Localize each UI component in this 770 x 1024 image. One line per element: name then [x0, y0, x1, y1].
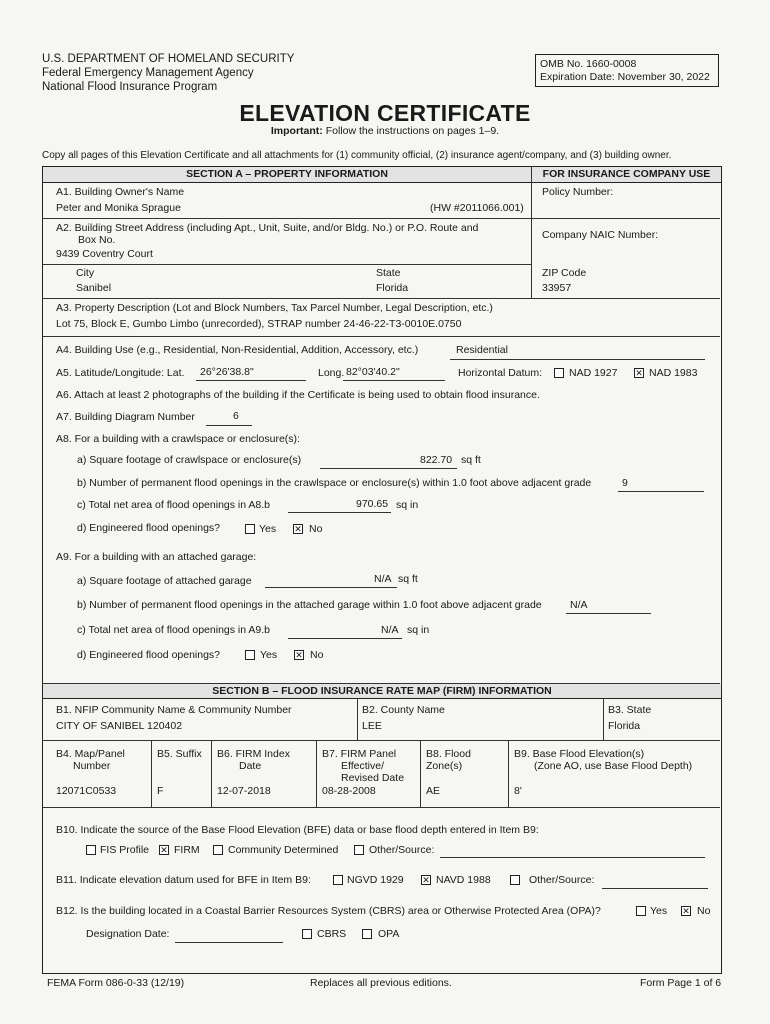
omb-box: [535, 54, 719, 87]
a3-property-description[interactable]: Lot 75, Block E, Gumbo Limbo (unrecorded), STRAP number 24-46-22-T3-0010E.0750: [56, 318, 462, 330]
b3-state[interactable]: Florida: [608, 720, 641, 732]
b12-no-checkbox[interactable]: ✕: [682, 906, 690, 916]
a8a-label: a) Square footage of crawlspace or enclosure(s): [77, 454, 302, 466]
a7-diagram-number[interactable]: 6: [233, 410, 239, 422]
page-title: ELEVATION CERTIFICATE: [239, 100, 531, 126]
naic-number-label: Company NAIC Number:: [542, 229, 659, 241]
b11-navd-label: NAVD 1988: [436, 874, 491, 886]
b2-label: B2. County Name: [362, 704, 445, 716]
a9-label: A9. For a building with an attached garage:: [56, 551, 257, 563]
a8a-value[interactable]: 822.70: [420, 454, 453, 466]
divider: [531, 167, 532, 298]
b7-firm-panel-date[interactable]: 08-28-2008: [322, 785, 376, 797]
insurance-use-header: FOR INSURANCE COMPANY USE: [532, 167, 721, 183]
important-note: [0, 125, 770, 137]
underline: [288, 638, 402, 639]
a1-label: A1. Building Owner's Name: [56, 186, 185, 198]
underline: [450, 359, 705, 360]
b11-other-checkbox[interactable]: [510, 875, 520, 885]
b10-label: B10. Indicate the source of the Base Flood Elevation (BFE) data or base flood depth entered in Item B9:: [56, 824, 539, 836]
expiration-date: Expiration Date: November 30, 2022: [540, 71, 710, 83]
divider: [603, 699, 604, 740]
replaces-note: Replaces all previous editions.: [310, 977, 452, 989]
underline: [440, 857, 705, 858]
divider: [43, 218, 720, 219]
department-name: U.S. DEPARTMENT OF HOMELAND SECURITY: [42, 53, 295, 65]
b11-navd-checkbox[interactable]: ✕: [422, 875, 430, 885]
underline: [343, 380, 445, 381]
nad1983-label: NAD 1983: [649, 367, 698, 379]
a3-label: A3. Property Description (Lot and Block Numbers, Tax Parcel Number, Legal Description, etc.): [56, 302, 493, 314]
b5-suffix[interactable]: F: [157, 785, 164, 797]
policy-number-label: Policy Number:: [542, 186, 614, 198]
b10-fis-label: FIS Profile: [100, 844, 150, 856]
nad1983-checkbox[interactable]: ✕: [635, 368, 643, 378]
b10-firm-label: FIRM: [174, 844, 200, 856]
b1-label: B1. NFIP Community Name & Community Number: [56, 704, 292, 716]
b4-label-cont: Number: [73, 760, 111, 772]
a8c-unit: sq in: [396, 499, 419, 511]
a8a-unit: sq ft: [461, 454, 481, 466]
nad1927-label: NAD 1927: [569, 367, 618, 379]
b8-label: B8. Flood: [426, 748, 471, 760]
a9d-no-checkbox[interactable]: ✕: [295, 650, 303, 660]
underline: [175, 942, 283, 943]
a9a-label: a) Square footage of attached garage: [77, 575, 252, 587]
a1-reference: (HW #2011066.001): [430, 202, 524, 214]
divider: [43, 264, 531, 265]
b10-community-checkbox[interactable]: [213, 845, 223, 855]
underline: [265, 587, 397, 588]
b10-community-label: Community Determined: [228, 844, 339, 856]
b1-community[interactable]: CITY OF SANIBEL 120402: [56, 720, 183, 732]
agency-name: Federal Emergency Management Agency: [42, 67, 254, 79]
b12-yes-label: Yes: [650, 905, 668, 917]
b6-label: B6. FIRM Index: [217, 748, 290, 760]
b8-label-cont: Zone(s): [426, 760, 463, 772]
horizontal-datum-label: Horizontal Datum:: [458, 367, 543, 379]
divider: [508, 740, 509, 807]
a9a-value[interactable]: N/A: [374, 573, 392, 585]
city-label: City: [76, 267, 95, 279]
a6-label: A6. Attach at least 2 photographs of the building if the Certificate is being used to obtain flood insurance.: [56, 389, 540, 401]
opa-checkbox[interactable]: [362, 929, 372, 939]
longitude-label: Long.: [318, 367, 345, 379]
a2-label-cont: Box No.: [78, 234, 116, 246]
b9-label-cont: (Zone AO, use Base Flood Depth): [534, 760, 693, 772]
longitude-value[interactable]: 82°03'40.2": [346, 366, 400, 378]
a8d-yes-label: Yes: [259, 523, 277, 535]
a4-building-use[interactable]: Residential: [456, 344, 508, 356]
b4-label: B4. Map/Panel: [56, 748, 125, 760]
state-value[interactable]: Florida: [376, 282, 409, 294]
a8d-yes-checkbox[interactable]: [245, 524, 255, 534]
a8d-no-checkbox[interactable]: ✕: [294, 524, 302, 534]
b7-label: B7. FIRM Panel: [322, 748, 397, 760]
a8c-label: c) Total net area of flood openings in A8.b: [77, 499, 271, 511]
b11-label: B11. Indicate elevation datum used for BFE in Item B9:: [56, 874, 311, 886]
copy-note: Copy all pages of this Elevation Certificate and all attachments for (1) community official, (2) insurance agent/company, and (3) building owner.: [42, 150, 672, 161]
cbrs-label: CBRS: [317, 928, 347, 940]
b10-fis-checkbox[interactable]: [86, 845, 96, 855]
underline: [566, 613, 651, 614]
b2-county[interactable]: LEE: [362, 720, 382, 732]
program-name: National Flood Insurance Program: [42, 81, 218, 93]
divider: [43, 740, 720, 741]
a9a-unit: sq ft: [398, 573, 418, 585]
a2-label: A2. Building Street Address (including Apt., Unit, Suite, and/or Bldg. No.) or P.O. Route and: [56, 222, 479, 234]
a9d-yes-label: Yes: [260, 649, 278, 661]
city-value[interactable]: Sanibel: [76, 282, 112, 294]
section-b-header: SECTION B – FLOOD INSURANCE RATE MAP (FIRM) INFORMATION: [43, 684, 721, 699]
a9d-no-label: No: [310, 649, 324, 661]
divider: [151, 740, 152, 807]
cbrs-checkbox[interactable]: [302, 929, 312, 939]
nad1927-checkbox[interactable]: [554, 368, 564, 378]
form-number: FEMA Form 086-0-33 (12/19): [47, 977, 185, 989]
b12-yes-checkbox[interactable]: [636, 906, 646, 916]
underline: [288, 512, 391, 513]
page-number: Form Page 1 of 6: [640, 977, 722, 989]
b12-label: B12. Is the building located in a Coastal Barrier Resources System (CBRS) area or Otherwise Protected Area (OPA)?: [56, 905, 601, 917]
a8b-label: b) Number of permanent flood openings in the crawlspace or enclosure(s) within 1.0 foot above adjacent grade: [77, 477, 592, 489]
b10-other-label: Other/Source:: [369, 844, 435, 856]
divider: [316, 740, 317, 807]
a8b-value[interactable]: 9: [622, 477, 628, 489]
b6-firm-index-date[interactable]: 12-07-2018: [217, 785, 271, 797]
divider: [43, 336, 720, 337]
a2-street-address[interactable]: 9439 Coventry Court: [56, 248, 153, 260]
a9c-value[interactable]: N/A: [381, 624, 399, 636]
zip-label: ZIP Code: [542, 267, 587, 279]
state-label: State: [376, 267, 401, 279]
b6-label-cont: Date: [239, 760, 262, 772]
underline: [618, 491, 704, 492]
divider: [420, 740, 421, 807]
b12-no-label: No: [697, 905, 711, 917]
latitude-value[interactable]: 26°26'38.8": [200, 366, 254, 378]
a9c-unit: sq in: [407, 624, 430, 636]
a8c-value[interactable]: 970.65: [356, 498, 389, 510]
b4-map-panel[interactable]: 12071C0533: [56, 785, 117, 797]
important-text: Follow the instructions on pages 1–9.: [325, 125, 500, 137]
divider: [43, 807, 720, 808]
b9-label: B9. Base Flood Elevation(s): [514, 748, 645, 760]
underline: [320, 468, 457, 469]
b7-label-cont2: Revised Date: [341, 772, 405, 784]
a9c-label: c) Total net area of flood openings in A9.b: [77, 624, 271, 636]
zip-value[interactable]: 33957: [542, 282, 572, 294]
b3-label: B3. State: [608, 704, 652, 716]
b9-base-flood-elevation[interactable]: 8': [514, 785, 522, 797]
divider: [43, 298, 720, 299]
a7-label: A7. Building Diagram Number: [56, 411, 195, 423]
divider: [357, 699, 358, 740]
b11-ngvd-checkbox[interactable]: [333, 875, 343, 885]
opa-label: OPA: [378, 928, 400, 940]
a9d-yes-checkbox[interactable]: [245, 650, 255, 660]
a8-label: A8. For a building with a crawlspace or enclosure(s):: [56, 433, 300, 445]
a9b-value[interactable]: N/A: [570, 599, 588, 611]
underline: [602, 888, 708, 889]
section-a-header: SECTION A – PROPERTY INFORMATION: [43, 167, 531, 183]
divider: [211, 740, 212, 807]
omb-number: OMB No. 1660-0008: [540, 58, 637, 70]
b7-label-cont: Effective/: [341, 760, 384, 772]
a9b-label: b) Number of permanent flood openings in the attached garage within 1.0 foot above adjacent grade: [77, 599, 542, 611]
a8d-no-label: No: [309, 523, 323, 535]
b11-ngvd-label: NGVD 1929: [347, 874, 404, 886]
b11-other-label: Other/Source:: [529, 874, 595, 886]
b10-other-checkbox[interactable]: [354, 845, 364, 855]
a1-owner-name[interactable]: Peter and Monika Sprague: [56, 202, 181, 214]
a8d-label: d) Engineered flood openings?: [77, 522, 221, 534]
a4-label: A4. Building Use (e.g., Residential, Non-Residential, Addition, Accessory, etc.): [56, 344, 419, 356]
b8-flood-zone[interactable]: AE: [426, 785, 441, 797]
underline: [206, 425, 252, 426]
b10-firm-checkbox[interactable]: ✕: [160, 845, 168, 855]
underline: [196, 380, 306, 381]
a9d-label: d) Engineered flood openings?: [77, 649, 221, 661]
a5-label: A5. Latitude/Longitude: Lat.: [56, 367, 185, 379]
b5-label: B5. Suffix: [157, 748, 202, 760]
designation-date-label: Designation Date:: [86, 928, 170, 940]
important-label: Important:: [270, 125, 323, 137]
